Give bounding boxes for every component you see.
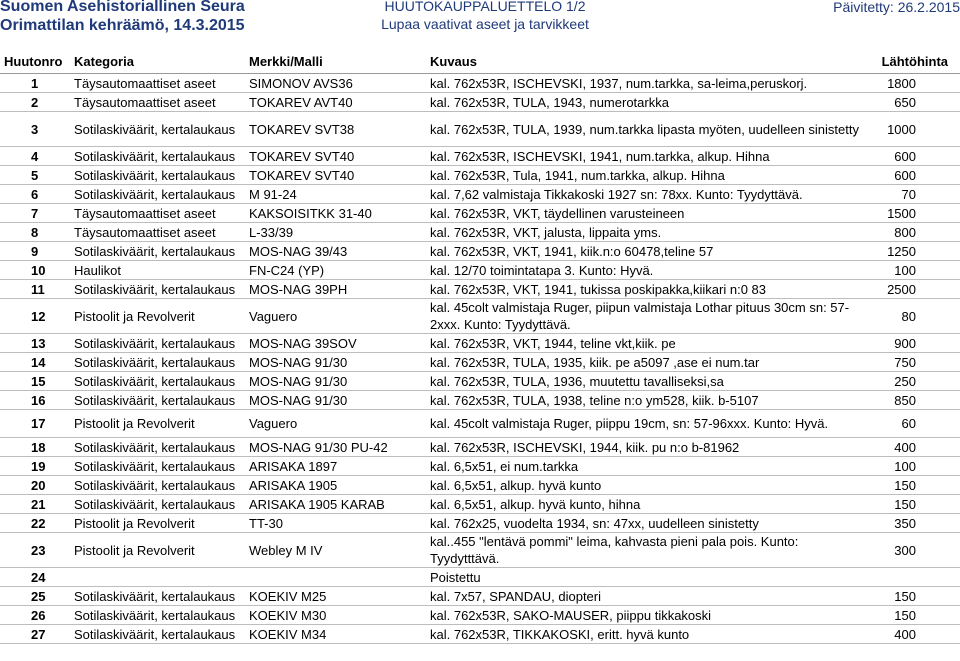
table-row — [0, 410, 960, 438]
model-cell: TOKAREV AVT40 — [245, 93, 426, 112]
description-cell: kal. 762x53R, SAKO-MAUSER, piippu tikkakoski — [426, 606, 870, 625]
description-cell: kal. 762x53R, VKT, 1941, tukissa poskipakka,kiikari n:0 83 — [426, 280, 870, 299]
model-cell: MOS-NAG 91/30 — [245, 353, 426, 372]
model-cell: MOS-NAG 91/30 — [245, 372, 426, 391]
price-cell: 400 — [870, 625, 960, 644]
description-cell: kal. 762x53R, Tula, 1941, num.tarkka, alkup. Hihna — [426, 166, 870, 185]
col-header-price: Lähtöhinta — [870, 50, 960, 74]
table-row — [0, 568, 960, 587]
table-row — [0, 606, 960, 625]
description-cell: kal..455 "lentävä pommi" leima, kahvasta pieni pala pois. Kunto: Tyydytttävä. — [426, 533, 870, 568]
category-cell: Pistoolit ja Revolverit — [70, 514, 245, 533]
price-cell: 900 — [870, 334, 960, 353]
description-cell: kal. 762x53R, VKT, täydellinen varusteineen — [426, 204, 870, 223]
price-cell: 1000 — [870, 112, 960, 147]
description-cell: kal. 12/70 toimintatapa 3. Kunto: Hyvä. — [426, 261, 870, 280]
lot-number: 26 — [0, 606, 70, 625]
model-cell: ARISAKA 1897 — [245, 457, 426, 476]
lot-number: 23 — [0, 533, 70, 568]
table-row — [0, 185, 960, 204]
price-cell: 850 — [870, 391, 960, 410]
description-cell: kal. 762x53R, TIKKAKOSKI, eritt. hyvä kunto — [426, 625, 870, 644]
price-cell: 100 — [870, 261, 960, 280]
table-row — [0, 299, 960, 334]
category-cell: Sotilaskiväärit, kertalaukaus — [70, 625, 245, 644]
lot-number: 17 — [0, 410, 70, 438]
org-name: Suomen Asehistoriallinen Seura — [0, 0, 245, 15]
table-row — [0, 476, 960, 495]
category-cell: Sotilaskiväärit, kertalaukaus — [70, 242, 245, 261]
category-cell: Täysautomaattiset aseet — [70, 223, 245, 242]
table-row — [0, 93, 960, 112]
price-cell: 1500 — [870, 204, 960, 223]
description-cell: kal. 762x53R, TULA, 1936, muutettu tavalliseksi,sa — [426, 372, 870, 391]
lot-number: 24 — [0, 568, 70, 587]
price-cell: 250 — [870, 372, 960, 391]
category-cell: Pistoolit ja Revolverit — [70, 410, 245, 438]
table-row — [0, 223, 960, 242]
model-cell — [245, 568, 426, 587]
model-cell: KOEKIV M25 — [245, 587, 426, 606]
price-cell: 150 — [870, 587, 960, 606]
price-cell: 600 — [870, 166, 960, 185]
price-cell: 150 — [870, 495, 960, 514]
model-cell: MOS-NAG 39/43 — [245, 242, 426, 261]
price-cell: 60 — [870, 410, 960, 438]
category-cell: Täysautomaattiset aseet — [70, 93, 245, 112]
auction-table — [0, 50, 960, 644]
category-cell — [70, 568, 245, 587]
col-header-description: Kuvaus — [426, 50, 870, 74]
description-cell: kal. 762x53R, ISCHEVSKI, 1941, num.tarkka, alkup. Hihna — [426, 147, 870, 166]
category-cell: Sotilaskiväärit, kertalaukaus — [70, 334, 245, 353]
price-cell: 70 — [870, 185, 960, 204]
col-header-model: Merkki/Malli — [245, 50, 426, 74]
table-row — [0, 74, 960, 93]
table-row — [0, 533, 960, 568]
model-cell: TT-30 — [245, 514, 426, 533]
col-header-category: Kategoria — [70, 50, 245, 74]
table-row — [0, 372, 960, 391]
table-row — [0, 625, 960, 644]
lot-number: 4 — [0, 147, 70, 166]
model-cell: MOS-NAG 39SOV — [245, 334, 426, 353]
category-cell: Sotilaskiväärit, kertalaukaus — [70, 457, 245, 476]
price-cell: 650 — [870, 93, 960, 112]
price-cell: 100 — [870, 457, 960, 476]
price-cell: 300 — [870, 533, 960, 568]
col-header-number: Huutonro — [0, 50, 70, 74]
table-row — [0, 587, 960, 606]
model-cell: MOS-NAG 39PH — [245, 280, 426, 299]
table-row — [0, 353, 960, 372]
table-row — [0, 261, 960, 280]
model-cell: Webley M IV — [245, 533, 426, 568]
category-cell: Sotilaskiväärit, kertalaukaus — [70, 606, 245, 625]
table-row — [0, 280, 960, 299]
category-cell: Sotilaskiväärit, kertalaukaus — [70, 185, 245, 204]
price-cell: 150 — [870, 476, 960, 495]
model-cell: Vaguero — [245, 410, 426, 438]
category-cell: Sotilaskiväärit, kertalaukaus — [70, 147, 245, 166]
category-cell: Sotilaskiväärit, kertalaukaus — [70, 438, 245, 457]
lot-number: 5 — [0, 166, 70, 185]
category-cell: Sotilaskiväärit, kertalaukaus — [70, 112, 245, 147]
model-cell: KOEKIV M34 — [245, 625, 426, 644]
price-cell: 1800 — [870, 74, 960, 93]
model-cell: FN-C24 (YP) — [245, 261, 426, 280]
category-cell: Sotilaskiväärit, kertalaukaus — [70, 476, 245, 495]
lot-number: 18 — [0, 438, 70, 457]
model-cell: Vaguero — [245, 299, 426, 334]
category-cell: Haulikot — [70, 261, 245, 280]
description-cell: kal. 6,5x51, ei num.tarkka — [426, 457, 870, 476]
price-cell: 800 — [870, 223, 960, 242]
lot-number: 6 — [0, 185, 70, 204]
category-cell: Sotilaskiväärit, kertalaukaus — [70, 495, 245, 514]
category-cell: Sotilaskiväärit, kertalaukaus — [70, 372, 245, 391]
description-cell: kal. 762x53R, TULA, 1943, numerotarkka — [426, 93, 870, 112]
table-row — [0, 391, 960, 410]
description-cell: kal. 762x25, vuodelta 1934, sn: 47xx, uudelleen sinistetty — [426, 514, 870, 533]
lot-number: 10 — [0, 261, 70, 280]
lot-number: 12 — [0, 299, 70, 334]
category-cell: Täysautomaattiset aseet — [70, 204, 245, 223]
price-cell: 80 — [870, 299, 960, 334]
category-cell: Sotilaskiväärit, kertalaukaus — [70, 280, 245, 299]
lot-number: 15 — [0, 372, 70, 391]
category-cell: Sotilaskiväärit, kertalaukaus — [70, 391, 245, 410]
price-cell — [870, 568, 960, 587]
lot-number: 19 — [0, 457, 70, 476]
table-row — [0, 334, 960, 353]
category-cell: Täysautomaattiset aseet — [70, 74, 245, 93]
model-cell: KAKSOISITKK 31-40 — [245, 204, 426, 223]
venue-date: Orimattilan kehräämö, 14.3.2015 — [0, 17, 245, 34]
price-cell: 1250 — [870, 242, 960, 261]
description-cell: Poistettu — [426, 568, 870, 587]
description-cell: kal. 45colt valmistaja Ruger, piipun valmistaja Lothar pituus 30cm sn: 57-2xxx. Kunto: Tyydyttävä. — [426, 299, 870, 334]
table-row — [0, 242, 960, 261]
table-row — [0, 438, 960, 457]
model-cell: TOKAREV SVT38 — [245, 112, 426, 147]
model-cell: TOKAREV SVT40 — [245, 147, 426, 166]
price-cell: 600 — [870, 147, 960, 166]
category-cell: Sotilaskiväärit, kertalaukaus — [70, 166, 245, 185]
model-cell: SIMONOV AVS36 — [245, 74, 426, 93]
table-row — [0, 457, 960, 476]
category-cell: Pistoolit ja Revolverit — [70, 533, 245, 568]
lot-number: 3 — [0, 112, 70, 147]
category-cell: Sotilaskiväärit, kertalaukaus — [70, 353, 245, 372]
description-cell: kal. 6,5x51, alkup. hyvä kunto — [426, 476, 870, 495]
price-cell: 2500 — [870, 280, 960, 299]
description-cell: kal. 762x53R, ISCHEVSKI, 1944, kiik. pu n:o b-81962 — [426, 438, 870, 457]
table-row — [0, 495, 960, 514]
model-cell: MOS-NAG 91/30 PU-42 — [245, 438, 426, 457]
lot-number: 25 — [0, 587, 70, 606]
description-cell: kal. 762x53R, ISCHEVSKI, 1937, num.tarkka, sa-leima,peruskorj. — [426, 74, 870, 93]
description-cell: kal. 6,5x51, alkup. hyvä kunto, hihna — [426, 495, 870, 514]
table-row — [0, 112, 960, 147]
lot-number: 14 — [0, 353, 70, 372]
lot-number: 9 — [0, 242, 70, 261]
table-header-row — [0, 50, 960, 74]
description-cell: kal. 45colt valmistaja Ruger, piippu 19cm, sn: 57-96xxx. Kunto: Hyvä. — [426, 410, 870, 438]
price-cell: 750 — [870, 353, 960, 372]
description-cell: kal. 762x53R, TULA, 1939, num.tarkka lipasta myöten, uudelleen sinistetty — [426, 112, 870, 147]
description-cell: kal. 762x53R, TULA, 1938, teline n:o ym528, kiik. b-5107 — [426, 391, 870, 410]
model-cell: L-33/39 — [245, 223, 426, 242]
lot-number: 16 — [0, 391, 70, 410]
list-title: HUUTOKAUPPALUETTELO 1/2 — [384, 0, 586, 14]
lot-number: 22 — [0, 514, 70, 533]
model-cell: TOKAREV SVT40 — [245, 166, 426, 185]
description-cell: kal. 762x53R, VKT, jalusta, lippaita yms. — [426, 223, 870, 242]
table-row — [0, 147, 960, 166]
table-row — [0, 166, 960, 185]
description-cell: kal. 7,62 valmistaja Tikkakoski 1927 sn: 78xx. Kunto: Tyydyttävä. — [426, 185, 870, 204]
lot-number: 7 — [0, 204, 70, 223]
model-cell: M 91-24 — [245, 185, 426, 204]
description-cell: kal. 762x53R, VKT, 1941, kiik.n:o 60478,teline 57 — [426, 242, 870, 261]
list-subtitle: Lupaa vaativat aseet ja tarvikkeet — [381, 16, 589, 32]
lot-number: 1 — [0, 74, 70, 93]
price-cell: 400 — [870, 438, 960, 457]
description-cell: kal. 762x53R, VKT, 1944, teline vkt,kiik. pe — [426, 334, 870, 353]
lot-number: 20 — [0, 476, 70, 495]
category-cell: Pistoolit ja Revolverit — [70, 299, 245, 334]
lot-number: 21 — [0, 495, 70, 514]
price-cell: 150 — [870, 606, 960, 625]
lot-number: 11 — [0, 280, 70, 299]
description-cell: kal. 762x53R, TULA, 1935, kiik. pe a5097 ,ase ei num.tar — [426, 353, 870, 372]
model-cell: ARISAKA 1905 KARAB — [245, 495, 426, 514]
price-cell: 350 — [870, 514, 960, 533]
description-cell: kal. 7x57, SPANDAU, diopteri — [426, 587, 870, 606]
category-cell: Sotilaskiväärit, kertalaukaus — [70, 587, 245, 606]
model-cell: ARISAKA 1905 — [245, 476, 426, 495]
lot-number: 13 — [0, 334, 70, 353]
lot-number: 27 — [0, 625, 70, 644]
lot-number: 2 — [0, 93, 70, 112]
table-row — [0, 204, 960, 223]
model-cell: KOEKIV M30 — [245, 606, 426, 625]
updated-date: Päivitetty: 26.2.2015 — [833, 0, 960, 15]
table-row — [0, 514, 960, 533]
model-cell: MOS-NAG 91/30 — [245, 391, 426, 410]
lot-number: 8 — [0, 223, 70, 242]
